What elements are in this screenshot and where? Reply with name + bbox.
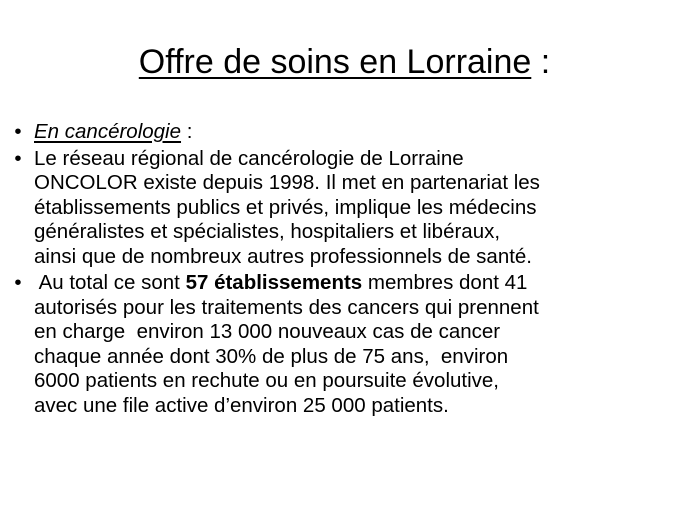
text-line: ONCOLOR existe depuis 1998. Il met en partenariat les xyxy=(34,171,540,194)
bullet-item-heading xyxy=(10,120,680,145)
slide-title xyxy=(0,40,689,84)
section-heading: En cancérologie xyxy=(34,120,182,143)
text-line: chaque année dont 30% de plus de 75 ans, environ xyxy=(34,344,509,368)
slide-title-main: Offre de soins en Lorraine xyxy=(138,43,532,81)
bullet-text xyxy=(34,120,680,145)
text-line: 6000 patients en rechute ou en poursuite évolutive, xyxy=(34,369,499,392)
text-line: ainsi que de nombreux autres professionnels de santé. xyxy=(34,244,533,268)
bullet-marker: • xyxy=(14,271,22,294)
bullet-marker: • xyxy=(14,120,22,143)
text-segment: membres dont 41 xyxy=(362,271,528,294)
section-heading-suffix: : xyxy=(181,120,193,143)
bullet-text xyxy=(34,147,680,270)
text-line xyxy=(34,271,680,296)
bullet-item-network xyxy=(10,147,680,270)
text-line: généralistes et spécialistes, hospitaliers et libéraux, xyxy=(34,220,501,243)
bullet-item-total xyxy=(10,271,680,418)
slide-title-suffix: : xyxy=(531,43,551,81)
text-line: établissements publics et privés, implique les médecins xyxy=(34,195,537,219)
text-segment: Au total ce sont xyxy=(34,271,186,294)
bullet-list xyxy=(10,120,680,420)
bullet-text xyxy=(34,271,680,418)
bullet-marker: • xyxy=(14,146,22,170)
text-line: en charge environ 13 000 nouveaux cas de cancer xyxy=(34,320,501,343)
text-line: autorisés pour les traitements des cancers qui prennent xyxy=(34,295,539,319)
text-line: avec une file active d’environ 25 000 patients. xyxy=(34,393,449,417)
bold-establishments-count: 57 établissements xyxy=(185,271,363,294)
text-line: Le réseau régional de cancérologie de Lorraine xyxy=(34,146,464,170)
